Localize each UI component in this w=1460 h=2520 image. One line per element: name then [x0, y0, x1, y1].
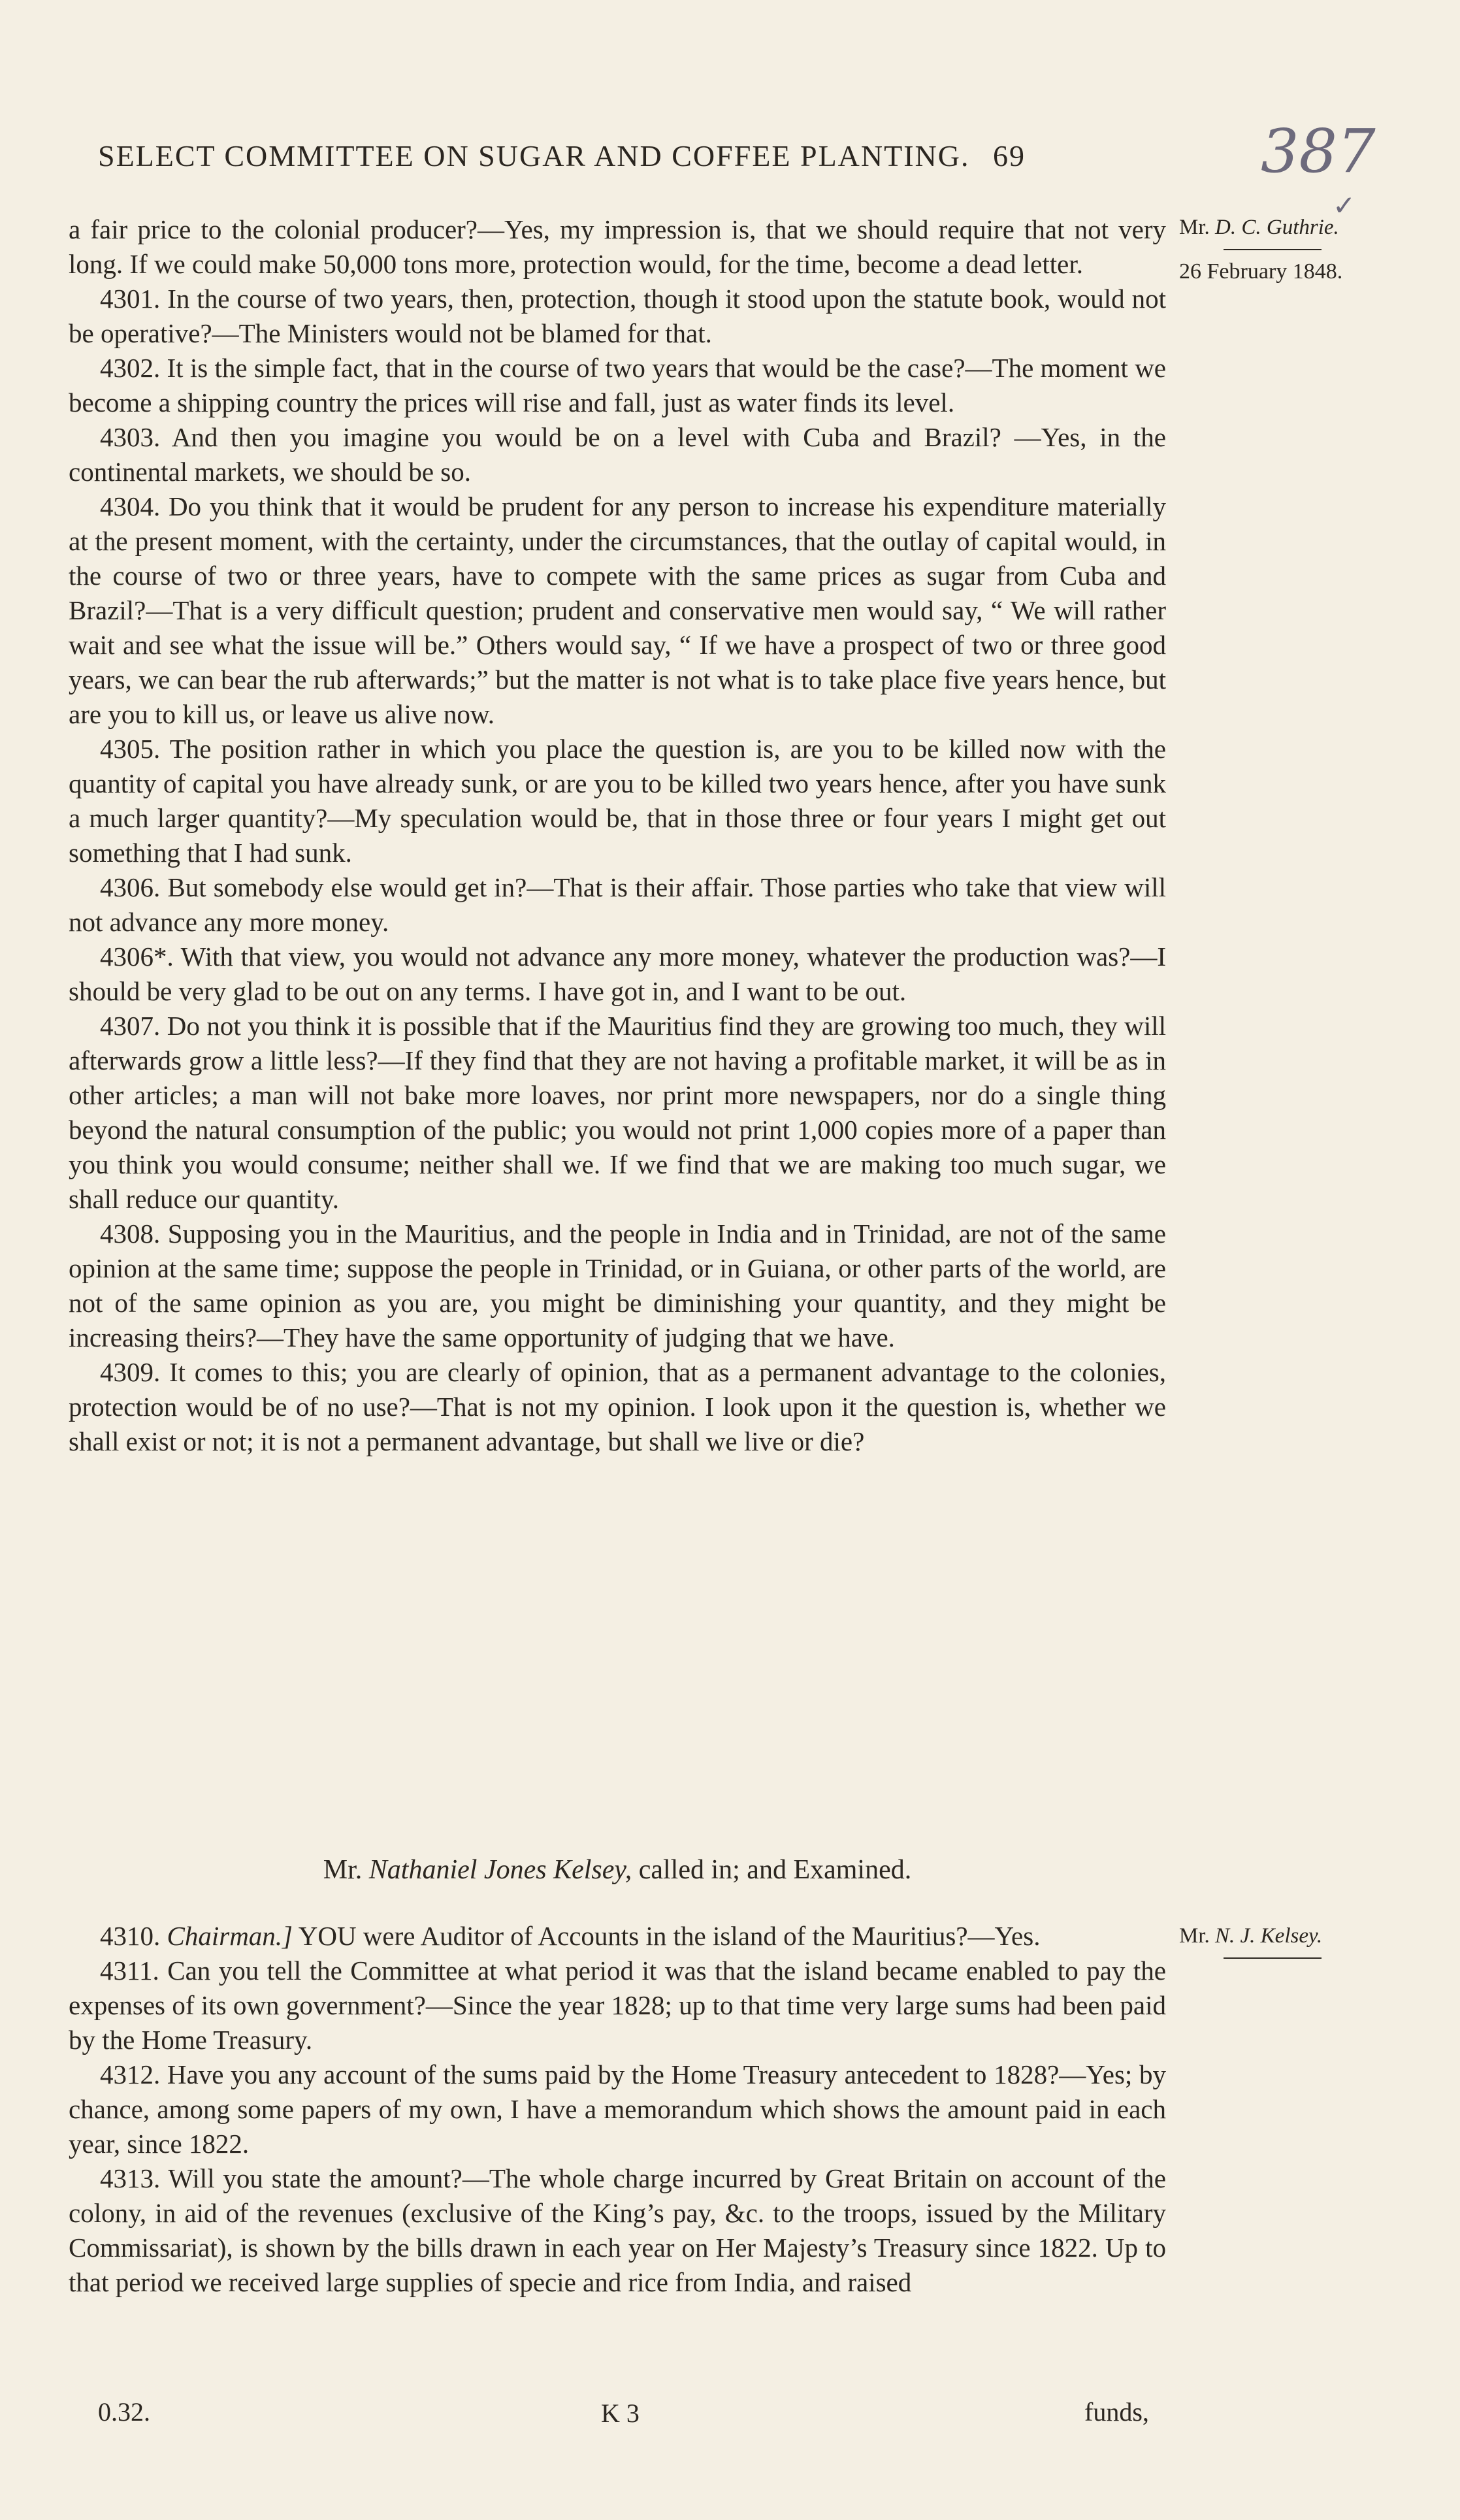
- question-4312: 4312. Have you any account of the sums paid by the Home Treasury antecedent to 1828?—Yes; by chance, among some papers of my own, I have a memorandum which shows the amount paid in each year, since 1822.: [69, 2059, 1166, 2159]
- paper-number: 0.32.: [98, 2397, 150, 2427]
- question-4307: 4307. Do not you think it is possible that if the Mauritius find they are growing too much, they will afterwards grow a little less?—If they find that they are not having a profitable market, it will be as in other articles; a man will not bake more loaves, nor print more newspapers, nor do a single thing beyond the natural consumption of the public; you would not print 1,000 copies more of a paper than you think you would consume; neither shall we. If we find that we are making too much sugar, we shall reduce our quantity.: [69, 1011, 1166, 1214]
- handwritten-folio-number: 387: [1261, 116, 1376, 186]
- margin-note-witness-1: [1179, 216, 1388, 284]
- running-head: [98, 139, 1169, 173]
- evidence-body-2: [69, 1919, 1166, 2300]
- question-4313: 4313. Will you state the amount?—The whole charge incurred by Great Britain on account of the colony, in aid of the revenues (exclusive of the King’s pay, &c. to the troops, issued by the Military Commissariat), is shown by the bills drawn in each year on Her Majesty’s Treasury since 1822. Up to that period we received large supplies of specie and rice from India, and raised: [69, 2163, 1166, 2297]
- paragraph-continued: a fair price to the colonial producer?—Yes, my impression is, that we should require that not very long. If we could make 50,000 tons more, protection would, for the time, become a dead letter.: [69, 214, 1166, 279]
- evidence-body: [69, 212, 1166, 1459]
- margin-note-witness-2: [1179, 1924, 1388, 1959]
- witness-full-name: Nathaniel Jones Kelsey,: [368, 1855, 632, 1885]
- catchword: funds,: [1084, 2397, 1149, 2427]
- question-4306-star: 4306*. With that view, you would not advance any more money, whatever the production was?—I should be very glad to be out on any terms. I have got in, and I want to be out.: [69, 941, 1166, 1006]
- witness-heading: Mr. Nathaniel Jones Kelsey, called in; and Examined.: [323, 1855, 912, 1885]
- margin-date: 26 February 1848.: [1179, 259, 1343, 284]
- folio-check-mark: ✓: [1333, 191, 1356, 221]
- margin-rule: [1224, 249, 1322, 250]
- margin-witness-1-name: Mr. D. C. Guthrie.: [1179, 216, 1339, 239]
- question-4304: 4304. Do you think that it would be prudent for any person to increase his expenditure materially at the present moment, with the certainty, under the circumstances, that the outlay of capital would, in the course of two or three years, have to compete with the same prices as sugar from Cuba and Brazil?—That is a very difficult question; prudent and conservative men would say, “ We will rather wait and see what the issue will be.” Others would say, “ If we have a prospect of two or three good years, we can bear the rub afterwards;” but the matter is not what is to take place five years hence, but are you to kill us, or leave us alive now.: [69, 491, 1167, 729]
- page-number: 69: [992, 139, 1026, 172]
- question-4306: 4306. But somebody else would get in?—That is their affair. Those parties who take that view will not advance any more money.: [69, 872, 1166, 937]
- question-4301: 4301. In the course of two years, then, protection, though it stood upon the statute book, would not be operative?—The Ministers would not be blamed for that.: [69, 284, 1166, 348]
- question-4308: 4308. Supposing you in the Mauritius, and the people in India and in Trinidad, are not of the same opinion at the same time; suppose the people in Trinidad, or in Guiana, or other parts of the world, are not of the same opinion as you are, you might be diminishing your quantity, and they might be increasing theirs?—They have the same opportunity of judging that we have.: [69, 1219, 1167, 1352]
- margin-witness-2-name: Mr. N. J. Kelsey.: [1179, 1924, 1323, 1948]
- running-title: SELECT COMMITTEE ON SUGAR AND COFFEE PLANTING.: [98, 139, 970, 172]
- margin-rule-2: [1224, 1957, 1322, 1959]
- question-4302: 4302. It is the simple fact, that in the course of two years that would be the case?—The moment we become a shipping country the prices will rise and fall, just as water finds its level.: [69, 353, 1166, 417]
- question-4303: 4303. And then you imagine you would be on a level with Cuba and Brazil? —Yes, in the continental markets, we should be so.: [69, 422, 1166, 487]
- signature-mark: K 3: [601, 2398, 640, 2428]
- question-4310: 4310. Chairman.] YOU were Auditor of Accounts in the island of the Mauritius?—Yes.: [100, 1921, 1041, 1951]
- question-4305: 4305. The position rather in which you place the question is, are you to be killed now with the quantity of capital you have already sunk, or are you to be killed two years hence, after you have sunk a much larger quantity?—My speculation would be, that in those three or four years I might get out something that I had sunk.: [69, 734, 1166, 868]
- question-4309: 4309. It comes to this; you are clearly of opinion, that as a permanent advantage to the colonies, protection would be of no use?—That is not my opinion. I look upon it the question is, whether we shall exist or not; it is not a permanent advantage, but shall we live or die?: [69, 1357, 1167, 1456]
- question-4311: 4311. Can you tell the Committee at what period it was that the island became enabled to pay the expenses of its own government?—Since the year 1828; up to that time very large sums had been paid by the Home Treasury.: [69, 1955, 1167, 2055]
